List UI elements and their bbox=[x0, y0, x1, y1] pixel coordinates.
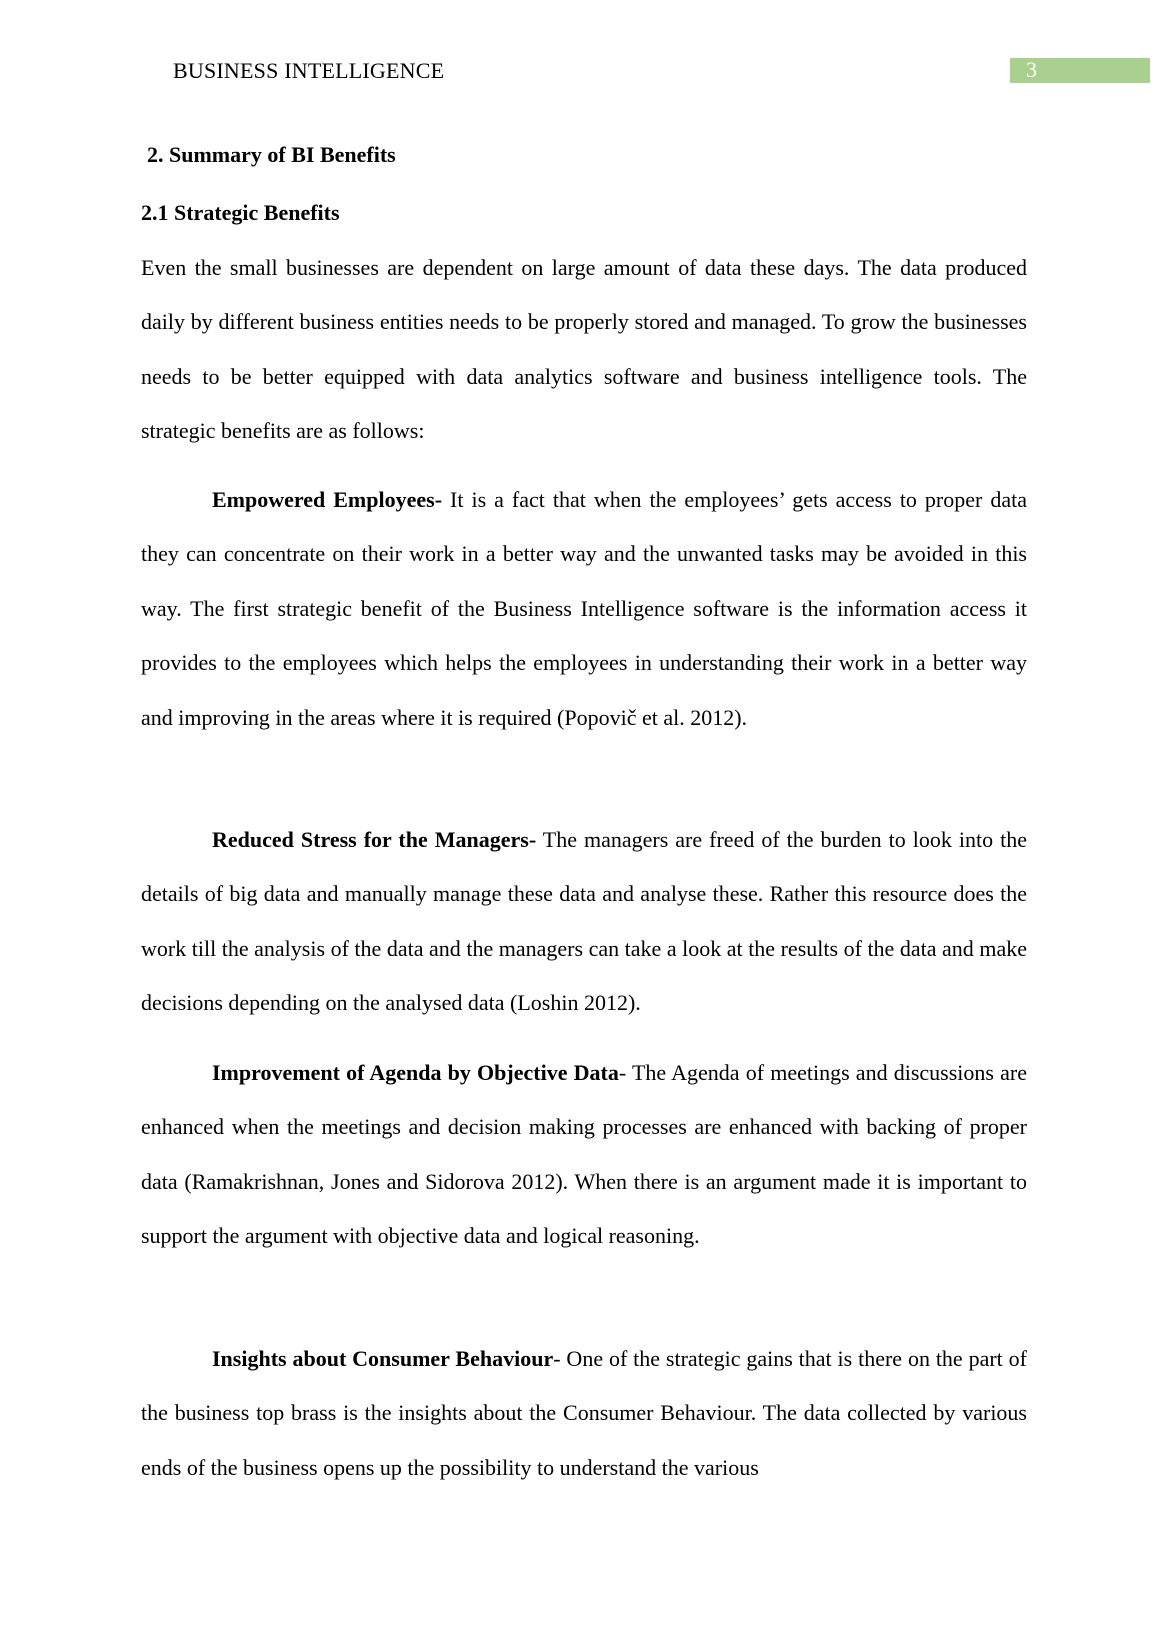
term-reduced-stress: Reduced Stress for the Managers- bbox=[212, 827, 537, 852]
page-number: 3 bbox=[1026, 57, 1037, 82]
paragraph-consumer-insights bbox=[141, 1332, 1027, 1495]
term-empowered-employees: Empowered Employees- bbox=[212, 487, 443, 512]
paragraph-agenda-improvement bbox=[141, 1046, 1027, 1264]
paragraph-body: The managers are freed of the burden to look into the details of big data and manually manage these data and analyse these. Rather this resource does the work till the analysis of the data and the managers can take a look at the results of the data and make decisions depending on the analysed data (Loshin 2012). bbox=[141, 827, 1027, 1016]
running-header-title: BUSINESS INTELLIGENCE bbox=[173, 58, 445, 83]
paragraph-empowered-employees bbox=[141, 473, 1027, 745]
intro-paragraph: Even the small businesses are dependent on large amount of data these days. The data produced daily by different business entities needs to be properly stored and managed. To grow the businesses needs to be better equipped with data analytics software and business intelligence tools. The strategic benefits are as follows: bbox=[141, 255, 1027, 444]
paragraph-body: It is a fact that when the employees’ gets access to proper data they can concentrate on their work in a better way and the unwanted tasks may be avoided in this way. The first strategic benefit of the Business Intelligence software is the information access it provides to the employees which helps the employees in understanding their work in a better way and improving in the areas where it is required (Popovič et al. 2012). bbox=[141, 487, 1027, 730]
term-agenda-improvement: Improvement of Agenda by Objective Data bbox=[212, 1060, 619, 1085]
paragraph-body: - One of the strategic gains that is there on the part of the business top brass is the insights about the Consumer Behaviour. The data collected by various ends of the business opens up the possibility to understand the various bbox=[141, 1346, 1027, 1480]
subsection-heading-strategic: 2.1 Strategic Benefits bbox=[141, 200, 340, 225]
section-heading-summary: 2. Summary of BI Benefits bbox=[147, 142, 396, 167]
paragraph-body: - The Agenda of meetings and discussions are enhanced when the meetings and decision making processes are enhanced with backing of proper data (Ramakrishnan, Jones and Sidorova 2012). When there is an argument made it is important to support the argument with objective data and logical reasoning. bbox=[141, 1060, 1027, 1249]
paragraph-reduced-stress bbox=[141, 813, 1027, 1031]
page-number-bar bbox=[1010, 58, 1150, 83]
term-consumer-insights: Insights about Consumer Behaviour bbox=[212, 1346, 554, 1371]
